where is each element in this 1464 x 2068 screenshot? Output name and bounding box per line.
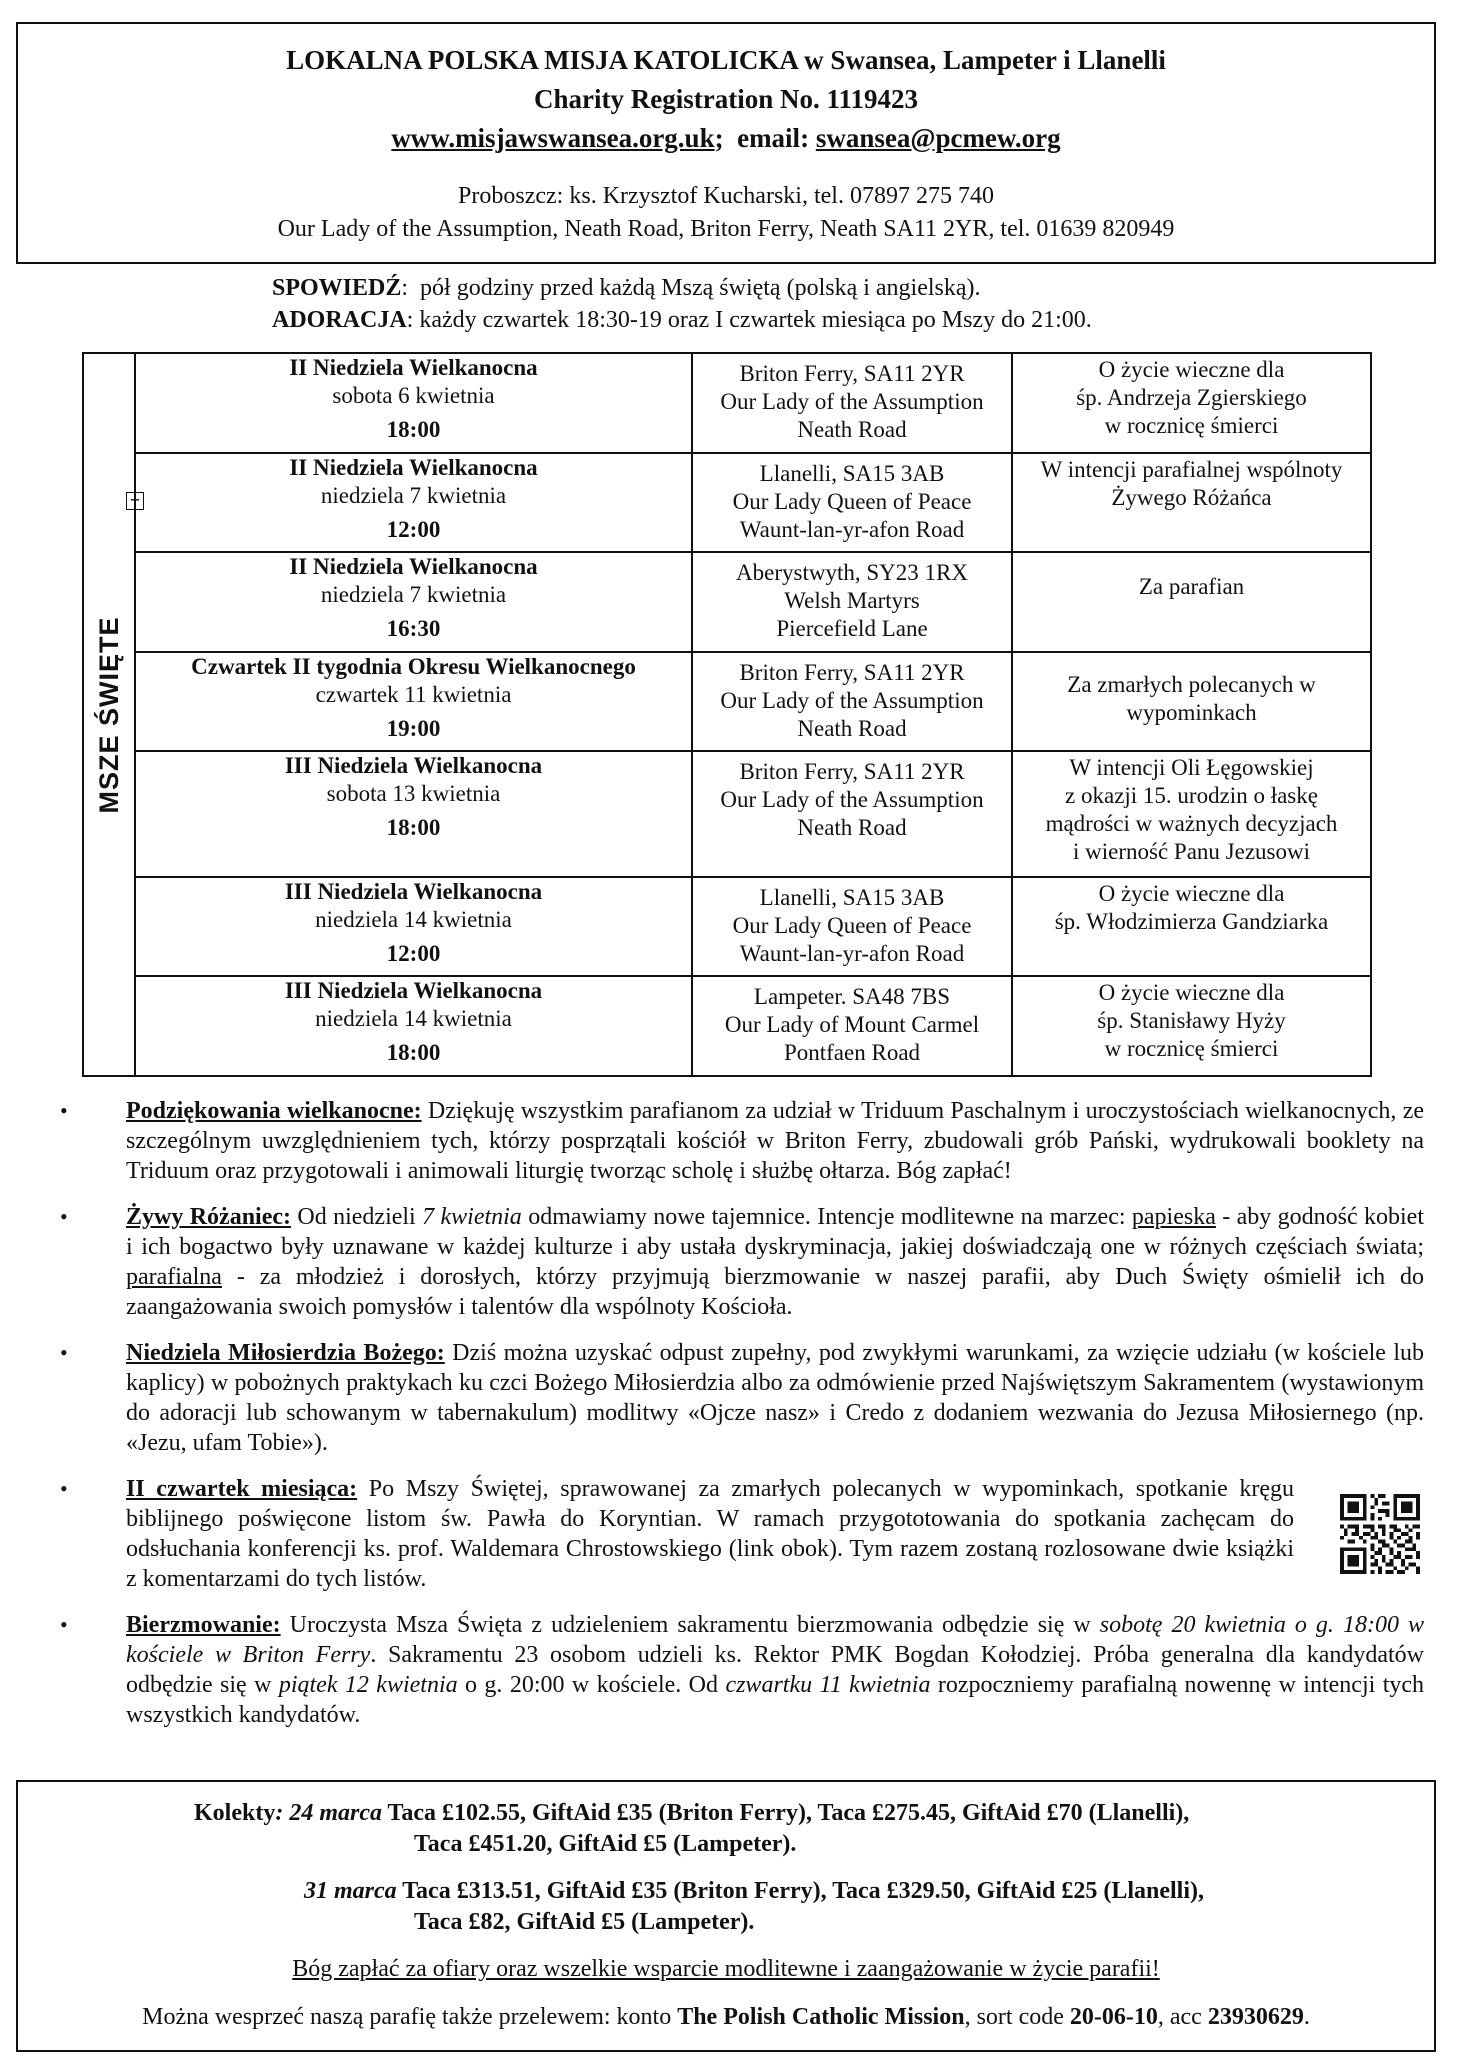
mass-place-line: Neath Road — [797, 815, 907, 841]
mass-intention-cell — [1012, 877, 1371, 977]
announcement-text: Uroczysta Msza Święta z udzieleniem sakramentu bierzmowania odbędzie się w — [280, 1612, 1100, 1638]
announcement-lead: Bierzmowanie: — [126, 1612, 281, 1638]
mass-intention — [1013, 454, 1370, 512]
mission-name: LOKALNA POLSKA MISJA KATOLICKA w Swansea, Lampeter i Llanelli — [286, 45, 1166, 75]
mass-intention-line: W intencji parafialnej wspólnoty — [1040, 456, 1343, 482]
mass-title: III Niedziela Wielkanocna — [284, 978, 543, 1004]
collection-line-1 — [194, 1798, 1189, 1829]
thanks-line: Bóg zapłać za ofiary oraz wszelkie wsparcie modlitewne i zaangażowanie w życie parafii! — [292, 1956, 1160, 1982]
collections-box — [16, 1780, 1436, 2052]
mass-intention — [1013, 752, 1370, 866]
mass-place-cell — [692, 552, 1012, 652]
mass-row — [83, 353, 1371, 453]
mass-intention-line: O życie wieczne dla — [1098, 357, 1285, 382]
confession-text: : pół godziny przed każdą Mszą świętą (polską i angielską). — [401, 275, 981, 301]
collection-line-2: Taca £451.20, GiftAid £5 (Lampeter). — [414, 1831, 797, 1857]
papal-intention-label: papieska — [1131, 1204, 1216, 1230]
mass-place — [693, 553, 1011, 643]
confession-line — [272, 272, 1092, 304]
mass-intention-line: i wierność Panu Jezusowi — [1073, 839, 1310, 865]
church-address: Our Lady of the Assumption, Neath Road, Briton Ferry, Neath SA11 2YR, tel. 01639 820949 — [277, 216, 1175, 242]
mass-when-cell — [135, 976, 692, 1076]
announcement-rosary — [56, 1202, 1424, 1322]
announcement-text: Po Mszy Świętej, sprawowanej za zmarłych polecanych w wypominkach, spotkanie kręgu biblijnego poświęcone listom św. Pawła do Koryntian. W ramach przygototowania do spotkania zachęcam do odsłuchania konferencji ks. prof. Waldemara Chrostowskiego (link obok). Tym razem zostaną rozlosowane dwie książki z komentarzami do tych listów. — [126, 1476, 1294, 1592]
collection-amounts: Taca £102.55, GiftAid £35 (Briton Ferry), Taca £275.45, GiftAid £70 (Llanelli), — [381, 1800, 1190, 1826]
mass-date: czwartek 11 kwietnia — [315, 681, 512, 707]
mass-place-cell — [692, 652, 1012, 752]
mass-date: sobota 6 kwietnia — [332, 383, 495, 408]
mass-place — [693, 878, 1011, 968]
mass-date: niedziela 14 kwietnia — [315, 906, 512, 932]
announcement-lead: Żywy Różaniec: — [126, 1204, 292, 1230]
mass-place-line: Lampeter. SA48 7BS — [753, 984, 951, 1010]
acc-label: , acc — [1157, 2004, 1208, 2030]
mass-table — [82, 352, 1372, 1077]
header-box — [16, 22, 1436, 264]
mass-side-label: MSZE ŚWIĘTE — [94, 615, 124, 814]
mass-intention-line: W intencji Oli Łęgowskiej — [1069, 755, 1314, 781]
mass-intention-cell — [1012, 353, 1371, 453]
mass-schedule — [82, 352, 1372, 1077]
confession-label: SPOWIEDŹ — [272, 275, 402, 301]
mass-title: II Niedziela Wielkanocna — [289, 355, 538, 380]
mass-when-cell — [135, 652, 692, 752]
mass-place-line: Briton Ferry, SA11 2YR — [739, 759, 965, 785]
account-name: The Polish Catholic Mission — [677, 2004, 965, 2030]
mass-intention-line: śp. Włodzimierza Gandziarka — [1054, 908, 1329, 934]
charity-registration: Charity Registration No. 1119423 — [534, 84, 918, 114]
sort-code: 20-06-10 — [1069, 2004, 1158, 2030]
mass-row — [83, 552, 1371, 652]
mass-place-line: Our Lady of Mount Carmel — [724, 1012, 980, 1038]
mass-place-line: Welsh Martyrs — [784, 588, 920, 614]
mass-when-cell — [135, 751, 692, 877]
mass-when-cell — [135, 552, 692, 652]
mass-place-line: Briton Ferry, SA11 2YR — [739, 659, 965, 685]
mass-when-cell — [135, 353, 692, 453]
mass-place-line: Waunt-lan-yr-afon Road — [739, 940, 965, 966]
mass-intention-line: mądrości w ważnych decyzjach — [1045, 811, 1338, 837]
mass-place-line: Neath Road — [797, 417, 907, 442]
mass-place-line: Llanelli, SA15 3AB — [759, 884, 945, 910]
mass-place-line: Briton Ferry, SA11 2YR — [739, 361, 965, 386]
mass-place — [693, 454, 1011, 544]
mass-time: 16:30 — [386, 616, 441, 642]
account-number: 23930629 — [1207, 2004, 1304, 2030]
collection-date: 31 marca — [304, 1878, 397, 1904]
mass-date: niedziela 7 kwietnia — [320, 582, 507, 608]
announcements — [56, 1096, 1424, 1746]
contact-line — [18, 119, 1434, 158]
mass-place-line: Our Lady Queen of Peace — [732, 488, 972, 514]
confirmation-date: sobotę 20 kwietnia o g. 18:00 w kościele w Briton Ferry — [126, 1612, 1424, 1668]
mass-intention — [1013, 878, 1370, 936]
announcement-lead: II czwartek miesiąca: — [126, 1476, 358, 1502]
bullet-icon: • — [60, 1204, 68, 1229]
website-separator: ; email: — [714, 123, 816, 153]
adoration-text: : każdy czwartek 18:30-19 oraz I czwartek miesiąca po Mszy do 21:00. — [406, 307, 1092, 333]
mass-intention-line: Za parafian — [1138, 574, 1245, 600]
bullet-icon: • — [60, 1476, 68, 1501]
mass-intention-line: Za zmarłych polecanych w — [1067, 671, 1316, 697]
novena-date: czwartku 11 kwietnia — [725, 1672, 931, 1698]
website-link[interactable]: www.misjawswansea.org.uk — [391, 123, 715, 153]
announcement-text: odmawiamy nowe tajemnice. Intencje modlitewne na marzec: — [521, 1204, 1132, 1230]
mass-place-line: Waunt-lan-yr-afon Road — [739, 516, 965, 542]
collection-amounts: Taca £313.51, GiftAid £35 (Briton Ferry), Taca £329.50, GiftAid £25 (Llanelli), — [396, 1878, 1204, 1904]
mass-intention-line: wypominkach — [1126, 699, 1257, 725]
mass-title: II Niedziela Wielkanocna — [289, 454, 538, 480]
announcement-divine-mercy — [56, 1338, 1424, 1458]
qr-code-icon[interactable] — [1340, 1494, 1420, 1574]
mass-intention — [1013, 653, 1370, 727]
mass-intention-cell — [1012, 453, 1371, 553]
mass-title: II Niedziela Wielkanocna — [289, 554, 538, 580]
mass-place-cell — [692, 453, 1012, 553]
mass-date: niedziela 14 kwietnia — [315, 1006, 512, 1032]
mass-place-line: Aberystwyth, SY23 1RX — [736, 560, 968, 586]
mass-place-cell — [692, 877, 1012, 977]
mass-place — [693, 354, 1011, 444]
mass-date: niedziela 7 kwietnia — [320, 482, 507, 508]
mass-place-line: Pontfaen Road — [783, 1040, 921, 1066]
announcement-easter-thanks — [56, 1096, 1424, 1186]
mass-intention-line: O życie wieczne dla — [1098, 880, 1285, 906]
sort-label: , sort code — [964, 2004, 1070, 2030]
mass-intention-line: z okazji 15. urodzin o łaskę — [1065, 783, 1318, 809]
mass-intention-line: Żywego Różańca — [1111, 484, 1272, 510]
adoration-label: ADORACJA — [272, 307, 407, 333]
mass-intention-line: w rocznicę śmierci — [1104, 1036, 1279, 1062]
adoration-line — [272, 304, 1092, 336]
mass-title: Czwartek II tygodnia Okresu Wielkanocnego — [191, 653, 636, 679]
mass-place-cell — [692, 353, 1012, 453]
mass-place-line: Our Lady of the Assumption — [720, 687, 984, 713]
mass-side-cell — [83, 353, 135, 1076]
announcement-text: - za młodzież i dorosłych, którzy przyjmują bierzmowanie w naszej parafii, aby Duch Święty ośmielił ich do zaangażowania swoich pomysłów i talentów dla wspólnoty Kościoła. — [126, 1264, 1424, 1320]
announcement-text: . Sakramentu 23 osobom udzieli ks. Rektor PMK Bogdan Kołodziej. Próba generalna dla kandydatów odbędzie się w — [126, 1642, 1424, 1698]
announcement-lead: Niedziela Miłosierdzia Bożego: — [126, 1340, 445, 1366]
rehearsal-date: piątek 12 kwietnia — [278, 1672, 458, 1698]
mass-place-line: Piercefield Lane — [776, 616, 928, 642]
mass-place — [693, 752, 1011, 842]
collection-line-4: Taca £82, GiftAid £5 (Lampeter). — [414, 1909, 755, 1935]
mass-intention — [1013, 354, 1370, 440]
mass-time: 19:00 — [386, 715, 441, 741]
mass-title: III Niedziela Wielkanocna — [284, 753, 543, 779]
mass-place — [693, 977, 1011, 1067]
priest-info: Proboszcz: ks. Krzysztof Kucharski, tel. 07897 275 740 — [458, 183, 994, 209]
transfer-end: . — [1303, 2004, 1310, 2030]
mass-intention-cell — [1012, 552, 1371, 652]
parish-intention-label: parafialna — [126, 1264, 222, 1290]
mass-intention-cell — [1012, 652, 1371, 752]
mass-intention-line: O życie wieczne dla — [1098, 980, 1285, 1006]
mass-place-cell — [692, 976, 1012, 1076]
mass-intention-line: śp. Stanisławy Hyży — [1097, 1008, 1286, 1034]
intro-block — [272, 272, 1092, 336]
mass-time: 18:00 — [386, 815, 441, 841]
mass-intention-line: śp. Andrzeja Zgierskiego — [1076, 385, 1307, 410]
mass-row — [83, 453, 1371, 553]
mass-intention — [1013, 977, 1370, 1063]
mass-time: 12:00 — [386, 516, 441, 542]
mass-intention-cell — [1012, 976, 1371, 1076]
mass-intention — [1013, 553, 1370, 601]
mass-place-line: Llanelli, SA15 3AB — [759, 460, 945, 486]
mass-date: sobota 13 kwietnia — [326, 781, 501, 807]
mass-place-line: Our Lady of the Assumption — [720, 787, 984, 813]
collection-line-3 — [304, 1876, 1204, 1907]
mass-place-line: Neath Road — [797, 715, 907, 741]
bullet-icon: • — [60, 1340, 68, 1365]
announcement-second-thursday — [56, 1474, 1424, 1594]
mass-place — [693, 653, 1011, 743]
mass-time: 18:00 — [386, 1040, 441, 1066]
transfer-prefix: Można wesprzeć naszą parafię także przelewem: konto — [142, 2004, 678, 2030]
mass-when-cell — [135, 453, 692, 553]
mass-row — [83, 652, 1371, 752]
expand-icon[interactable]: + — [126, 492, 144, 510]
announcement-text: Dziękuję wszystkim parafianom za udział w Triduum Paschalnym i uroczystościach wielkanocnych, ze szczególnym uwzględnieniem tych, którzy posprzątali kościół w Briton Ferry, zbudowali grób Pański, wydrukowali booklety na Triduum oraz przygotowali i animowali liturgię tworząc scholę i służbę ołtarza. Bóg zapłać! — [126, 1098, 1425, 1184]
announcement-text: o g. 20:00 w kościele. Od — [457, 1672, 726, 1698]
mass-when-cell — [135, 877, 692, 977]
mass-place-line: Our Lady Queen of Peace — [732, 912, 972, 938]
announcement-lead: Podziękowania wielkanocne: — [126, 1098, 422, 1124]
mass-time: 18:00 — [386, 417, 441, 442]
collection-label: Kolekty — [194, 1800, 276, 1826]
mass-intention-line: w rocznicę śmierci — [1104, 413, 1279, 438]
announcement-text: Od niedzieli — [291, 1204, 423, 1230]
mass-row — [83, 877, 1371, 977]
collection-date: : 24 marca — [275, 1800, 382, 1826]
email-link[interactable]: swansea@pcmew.org — [815, 123, 1061, 153]
mass-row — [83, 976, 1371, 1076]
bullet-icon: • — [60, 1612, 68, 1637]
mass-place-cell — [692, 751, 1012, 877]
announcement-date: 7 kwietnia — [422, 1204, 522, 1230]
mass-time: 12:00 — [386, 940, 441, 966]
announcement-text: - aby godność kobiet i ich bogactwo były uznawane w każdej kulturze i aby ustała dyskryminacja, jakiej doświadczają one w różnych częściach świata; — [126, 1204, 1424, 1260]
mass-place-line: Our Lady of the Assumption — [720, 389, 984, 414]
announcement-text: Dziś można uzyskać odpust zupełny, pod zwykłymi warunkami, za wzięcie udziału (w kościele lub kaplicy) w pobożnych praktykach ku czci Bożego Miłosierdzia albo za odmówienie przed Najświętszym Sakramentem (wystawionym do adoracji lub schowanym w tabernakulum) modlitwy «Ojcze nasz» i Credo z dodaniem wezwania do Jezusa Miłosiernego (np. «Jezu, ufam Tobie»). — [126, 1340, 1425, 1456]
bullet-icon: • — [60, 1098, 68, 1123]
announcement-text: rozpoczniemy parafialną nowennę w intencji tych wszystkich kandydatów. — [126, 1672, 1425, 1728]
mass-intention-cell — [1012, 751, 1371, 877]
bank-transfer-line — [18, 2004, 1434, 2031]
mass-row — [83, 751, 1371, 877]
announcement-confirmation — [56, 1610, 1424, 1730]
mass-title: III Niedziela Wielkanocna — [284, 878, 543, 904]
